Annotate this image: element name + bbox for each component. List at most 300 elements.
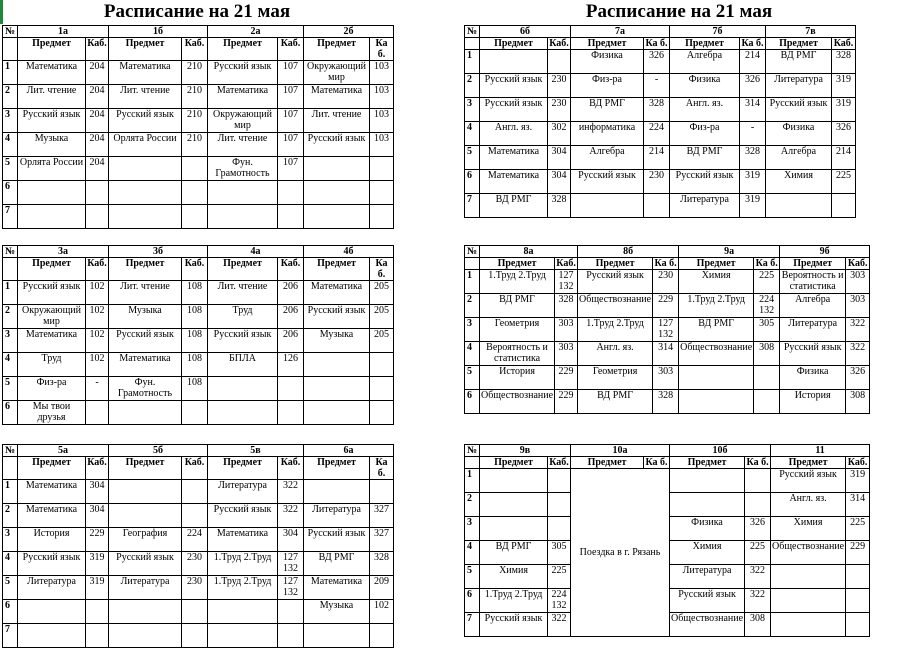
room-cell: 302 (548, 122, 571, 146)
room-cell: 230 (182, 552, 208, 576)
subject-cell: Музыка (304, 600, 370, 624)
room-header: Ка б. (370, 258, 394, 281)
subject-cell: информатика (571, 122, 644, 146)
subject-cell: ВД РМГ (480, 194, 548, 218)
room-cell (86, 181, 109, 205)
room-cell: 304 (86, 480, 109, 504)
subject-header: Предмет (18, 258, 86, 281)
room-cell: 206 (278, 281, 304, 305)
room-cell: 205 (370, 329, 394, 353)
subject-cell: Вероятность и статистика (480, 342, 555, 366)
class-name: 9б (780, 246, 870, 258)
lesson-row (3, 157, 394, 181)
room-cell (278, 600, 304, 624)
room-cell: 328 (740, 146, 766, 170)
room-cell: 210 (182, 133, 208, 157)
lesson-row (3, 576, 394, 600)
room-header: Каб. (86, 258, 109, 281)
lesson-row (465, 270, 870, 294)
subject-header: Предмет (771, 457, 846, 469)
room-cell: 305 (548, 541, 571, 565)
lesson-row (465, 170, 856, 194)
lesson-row (3, 552, 394, 576)
room-cell: 328 (370, 552, 394, 576)
subject-header: Предмет (480, 38, 548, 50)
lesson-row (465, 146, 856, 170)
subject-cell: Лит. чтение (208, 133, 278, 157)
subject-cell: Химия (771, 517, 846, 541)
lesson-row (3, 600, 394, 624)
subject-cell: Окружающий мир (208, 109, 278, 133)
room-cell: 322 (278, 480, 304, 504)
subject-cell: Лит. чтение (18, 85, 86, 109)
room-cell: 229 (846, 541, 870, 565)
subject-header: Предмет (109, 38, 182, 61)
subject-header: Предмет (208, 457, 278, 480)
subject-cell: Физика (766, 122, 832, 146)
subject-cell: Алгебра (571, 146, 644, 170)
subject-header: Предмет (578, 258, 653, 270)
subject-cell (304, 401, 370, 425)
subject-cell: Математика (304, 281, 370, 305)
subject-cell: Фун. Грамотность (208, 157, 278, 181)
subject-cell: Вероятность и статистика (780, 270, 846, 294)
subject-cell: Литература (109, 576, 182, 600)
subject-cell: Литература (670, 565, 745, 589)
room-cell: 326 (745, 517, 771, 541)
room-cell: 214 (644, 146, 670, 170)
num-header-blank (3, 38, 18, 61)
lesson-row (3, 377, 394, 401)
room-cell (370, 401, 394, 425)
lesson-number: 7 (465, 194, 480, 218)
room-cell (182, 157, 208, 181)
subject-cell: Русский язык (480, 613, 548, 637)
subject-cell: Химия (766, 170, 832, 194)
subject-cell: Обществознание (480, 390, 555, 414)
schedule-table (2, 245, 394, 425)
room-cell: 210 (182, 85, 208, 109)
subject-cell: Математика (304, 576, 370, 600)
lesson-number: 3 (3, 528, 18, 552)
room-cell: 210 (182, 61, 208, 85)
class-name: 4а (208, 246, 304, 258)
num-header-blank (465, 457, 480, 469)
lesson-number: 1 (465, 270, 480, 294)
num-header: № (3, 445, 18, 457)
room-cell: 224 (182, 528, 208, 552)
lesson-row (3, 624, 394, 648)
room-cell (548, 469, 571, 493)
subject-cell: Литература (780, 318, 846, 342)
room-header: Каб. (278, 258, 304, 281)
subject-cell (304, 624, 370, 648)
room-cell (370, 377, 394, 401)
room-cell: 304 (548, 146, 571, 170)
class-name: 7а (571, 26, 670, 38)
lesson-number: 5 (465, 565, 480, 589)
room-cell: 102 (86, 281, 109, 305)
subject-cell: Русский язык (109, 552, 182, 576)
lesson-number: 6 (465, 589, 480, 613)
room-cell (182, 504, 208, 528)
class-name: 4б (304, 246, 394, 258)
room-cell (86, 401, 109, 425)
lesson-row (3, 504, 394, 528)
subject-cell: Физ-ра (670, 122, 740, 146)
subject-cell: Лит. чтение (109, 281, 182, 305)
subject-cell (208, 205, 278, 229)
room-cell: 225 (548, 565, 571, 589)
lesson-row (465, 294, 870, 318)
subject-cell: ВД РМГ (480, 541, 548, 565)
subject-cell: ВД РМГ (578, 390, 653, 414)
subject-cell (18, 181, 86, 205)
lesson-row (3, 109, 394, 133)
subject-cell: Русский язык (304, 528, 370, 552)
subject-cell: ВД РМГ (670, 146, 740, 170)
subject-cell: Русский язык (109, 329, 182, 353)
subject-cell: Литература (18, 576, 86, 600)
room-cell: 206 (278, 329, 304, 353)
subject-cell: Русский язык (670, 170, 740, 194)
class-name: 3б (109, 246, 208, 258)
room-cell (182, 600, 208, 624)
subject-cell (208, 377, 278, 401)
subject-cell (304, 205, 370, 229)
room-cell: 304 (278, 528, 304, 552)
lesson-row (465, 318, 870, 342)
room-cell: 204 (86, 61, 109, 85)
subject-cell (480, 493, 548, 517)
lesson-row (3, 528, 394, 552)
num-header-blank (465, 38, 480, 50)
room-cell (745, 493, 771, 517)
subject-cell (18, 205, 86, 229)
room-cell: 205 (370, 305, 394, 329)
lesson-number: 1 (465, 50, 480, 74)
class-name: 2а (208, 26, 304, 38)
page-title-left: Расписание на 21 мая (103, 1, 291, 22)
room-cell: 308 (745, 613, 771, 637)
lesson-number: 1 (3, 61, 18, 85)
room-cell (370, 157, 394, 181)
room-cell: 127 132 (555, 270, 578, 294)
subject-cell: Математика (18, 61, 86, 85)
subject-cell: История (780, 390, 846, 414)
subject-header: Предмет (766, 38, 832, 50)
subject-cell: Орлята России (109, 133, 182, 157)
room-cell: 328 (644, 98, 670, 122)
lesson-row (3, 133, 394, 157)
subject-cell: Физика (670, 517, 745, 541)
room-cell (86, 600, 109, 624)
room-cell: 107 (278, 109, 304, 133)
num-header: № (3, 26, 18, 38)
room-cell (754, 366, 780, 390)
room-cell: 229 (555, 390, 578, 414)
room-cell (548, 493, 571, 517)
subject-cell: Русский язык (578, 270, 653, 294)
room-cell: 206 (278, 305, 304, 329)
room-header: Ка б. (370, 38, 394, 61)
subject-cell: Математика (109, 353, 182, 377)
lesson-row (465, 342, 870, 366)
subject-header: Предмет (304, 258, 370, 281)
page-title-right: Расписание на 21 мая (585, 1, 773, 22)
room-cell: - (86, 377, 109, 401)
lesson-number: 4 (3, 133, 18, 157)
room-cell: 303 (846, 270, 870, 294)
subject-cell: Алгебра (780, 294, 846, 318)
room-cell: 319 (740, 170, 766, 194)
subject-header: Предмет (571, 38, 644, 50)
room-cell (278, 624, 304, 648)
subject-cell: Лит. чтение (304, 109, 370, 133)
num-header: № (3, 246, 18, 258)
green-edge-mark (0, 0, 3, 24)
subject-cell: Русский язык (670, 589, 745, 613)
lesson-number: 6 (3, 600, 18, 624)
room-cell: 326 (846, 366, 870, 390)
room-cell: 103 (370, 133, 394, 157)
lesson-number: 5 (3, 157, 18, 181)
room-cell: 327 (370, 504, 394, 528)
lesson-number: 5 (3, 576, 18, 600)
room-cell: 103 (370, 61, 394, 85)
room-cell: 322 (745, 565, 771, 589)
lesson-row (465, 366, 870, 390)
room-cell: 108 (182, 305, 208, 329)
subject-cell (670, 469, 745, 493)
num-header: № (465, 445, 480, 457)
subject-cell: Химия (670, 541, 745, 565)
subject-cell: Труд (208, 305, 278, 329)
subject-cell: Химия (480, 565, 548, 589)
subject-cell: Англ. яз. (670, 98, 740, 122)
subject-cell: Химия (679, 270, 754, 294)
room-cell: 204 (86, 85, 109, 109)
room-cell: 107 (278, 85, 304, 109)
room-cell: 210 (182, 109, 208, 133)
room-header: Ка б. (741, 38, 764, 49)
room-cell: 328 (548, 194, 571, 218)
subject-cell: Математика (208, 85, 278, 109)
lesson-number: 4 (465, 342, 480, 366)
lesson-number: 2 (3, 85, 18, 109)
lesson-number: 4 (465, 541, 480, 565)
room-cell: 108 (182, 353, 208, 377)
room-cell (278, 401, 304, 425)
subject-cell (679, 390, 754, 414)
subject-cell: Алгебра (670, 50, 740, 74)
subject-cell (304, 181, 370, 205)
subject-cell (771, 565, 846, 589)
subject-cell: Русский язык (780, 342, 846, 366)
subject-header: Предмет (208, 258, 278, 281)
subject-cell: Русский язык (208, 61, 278, 85)
room-cell: 303 (555, 318, 578, 342)
class-name: 9в (480, 445, 571, 457)
room-cell: 322 (846, 342, 870, 366)
lesson-number: 3 (3, 329, 18, 353)
subject-header: Предмет (18, 38, 86, 61)
subject-cell: БПЛА (208, 353, 278, 377)
room-cell: 314 (653, 342, 679, 366)
subject-cell: История (18, 528, 86, 552)
subject-cell: Геометрия (480, 318, 555, 342)
subject-cell (109, 157, 182, 181)
lesson-number: 6 (465, 390, 480, 414)
class-name: 1а (18, 26, 109, 38)
subject-cell: География (109, 528, 182, 552)
lesson-row (3, 61, 394, 85)
subject-header: Предмет (670, 457, 745, 469)
room-header: Ка б. (746, 457, 769, 468)
lesson-number: 5 (465, 366, 480, 390)
subject-cell: Русский язык (304, 133, 370, 157)
room-cell: 103 (370, 85, 394, 109)
room-cell (846, 613, 870, 637)
lesson-number: 3 (465, 98, 480, 122)
subject-cell: Математика (18, 329, 86, 353)
subject-cell: 1.Труд 2.Труд (480, 589, 548, 613)
room-cell: 108 (182, 377, 208, 401)
schedule-table (464, 245, 870, 414)
room-cell (832, 194, 856, 218)
lesson-number: 1 (465, 469, 480, 493)
subject-cell (670, 493, 745, 517)
subject-header: Предмет (304, 38, 370, 61)
room-cell (754, 390, 780, 414)
room-cell: 322 (548, 613, 571, 637)
subject-cell: Физ-ра (571, 74, 644, 98)
room-cell: 204 (86, 109, 109, 133)
subject-cell: Музыка (109, 305, 182, 329)
room-cell: 308 (846, 390, 870, 414)
subject-cell (571, 194, 644, 218)
subject-cell (304, 157, 370, 181)
lesson-row (3, 205, 394, 229)
subject-cell: Русский язык (18, 281, 86, 305)
room-cell: 204 (86, 133, 109, 157)
num-header-blank (3, 457, 18, 480)
subject-cell: ВД РМГ (679, 318, 754, 342)
room-cell: 126 (278, 353, 304, 377)
subject-cell: Музыка (304, 329, 370, 353)
lesson-number: 1 (3, 281, 18, 305)
room-cell: 204 (86, 157, 109, 181)
subject-cell (109, 600, 182, 624)
room-cell: 102 (86, 329, 109, 353)
subject-cell: Русский язык (208, 504, 278, 528)
subject-cell: 1.Труд 2.Труд (208, 552, 278, 576)
lesson-number: 7 (3, 205, 18, 229)
lesson-row (3, 401, 394, 425)
subject-cell (109, 624, 182, 648)
subject-cell (109, 401, 182, 425)
subject-cell (208, 600, 278, 624)
subject-cell: Физика (780, 366, 846, 390)
lesson-number: 7 (465, 613, 480, 637)
subject-cell: ВД РМГ (766, 50, 832, 74)
room-cell: - (644, 74, 670, 98)
num-header: № (465, 26, 480, 38)
room-cell: 127 132 (653, 318, 679, 342)
subject-cell: Математика (109, 61, 182, 85)
subject-cell (771, 589, 846, 613)
room-cell: 303 (846, 294, 870, 318)
room-header: Каб. (86, 38, 109, 61)
subject-cell: Англ. яз. (771, 493, 846, 517)
subject-cell: Англ. яз. (578, 342, 653, 366)
room-cell (182, 480, 208, 504)
lesson-row (3, 353, 394, 377)
room-cell (86, 624, 109, 648)
subject-header: Предмет (18, 457, 86, 480)
subject-header: Предмет (571, 457, 644, 469)
lesson-row (465, 98, 856, 122)
room-cell: 127 132 (278, 552, 304, 576)
schedule-table (464, 444, 870, 637)
room-cell (846, 565, 870, 589)
room-header: Каб. (182, 38, 208, 61)
subject-header: Предмет (109, 258, 182, 281)
room-cell: 326 (832, 122, 856, 146)
room-cell (370, 353, 394, 377)
lesson-row (3, 85, 394, 109)
subject-cell: ВД РМГ (480, 294, 555, 318)
lesson-number: 4 (3, 552, 18, 576)
room-cell: 319 (86, 576, 109, 600)
room-header: Ка б. (654, 258, 677, 269)
lesson-number: 4 (3, 353, 18, 377)
lesson-number: 6 (3, 401, 18, 425)
room-cell: 303 (555, 342, 578, 366)
subject-cell: Литература (304, 504, 370, 528)
room-cell: 314 (846, 493, 870, 517)
room-cell: 319 (846, 469, 870, 493)
room-cell (86, 205, 109, 229)
room-cell: - (740, 122, 766, 146)
room-header: Каб. (278, 457, 304, 480)
class-name: 11 (771, 445, 870, 457)
class-name: 9а (679, 246, 780, 258)
lesson-number: 6 (465, 170, 480, 194)
subject-cell: Русский язык (208, 329, 278, 353)
room-cell: 308 (754, 342, 780, 366)
room-header: Каб. (846, 457, 870, 469)
room-cell: 108 (182, 329, 208, 353)
room-header: Каб. (278, 38, 304, 61)
subject-cell (766, 194, 832, 218)
subject-cell: Англ. яз. (480, 122, 548, 146)
subject-cell: 1.Труд 2.Труд (578, 318, 653, 342)
room-cell (182, 205, 208, 229)
schedule-table (2, 444, 394, 648)
room-cell (644, 194, 670, 218)
lesson-number: 3 (3, 109, 18, 133)
subject-cell: Лит. чтение (109, 85, 182, 109)
lesson-row (3, 305, 394, 329)
room-cell: 225 (754, 270, 780, 294)
room-cell: 224 132 (754, 294, 780, 318)
subject-cell: Литература (208, 480, 278, 504)
subject-cell: Русский язык (480, 74, 548, 98)
room-cell: 230 (182, 576, 208, 600)
subject-cell: Математика (304, 85, 370, 109)
room-cell (370, 181, 394, 205)
